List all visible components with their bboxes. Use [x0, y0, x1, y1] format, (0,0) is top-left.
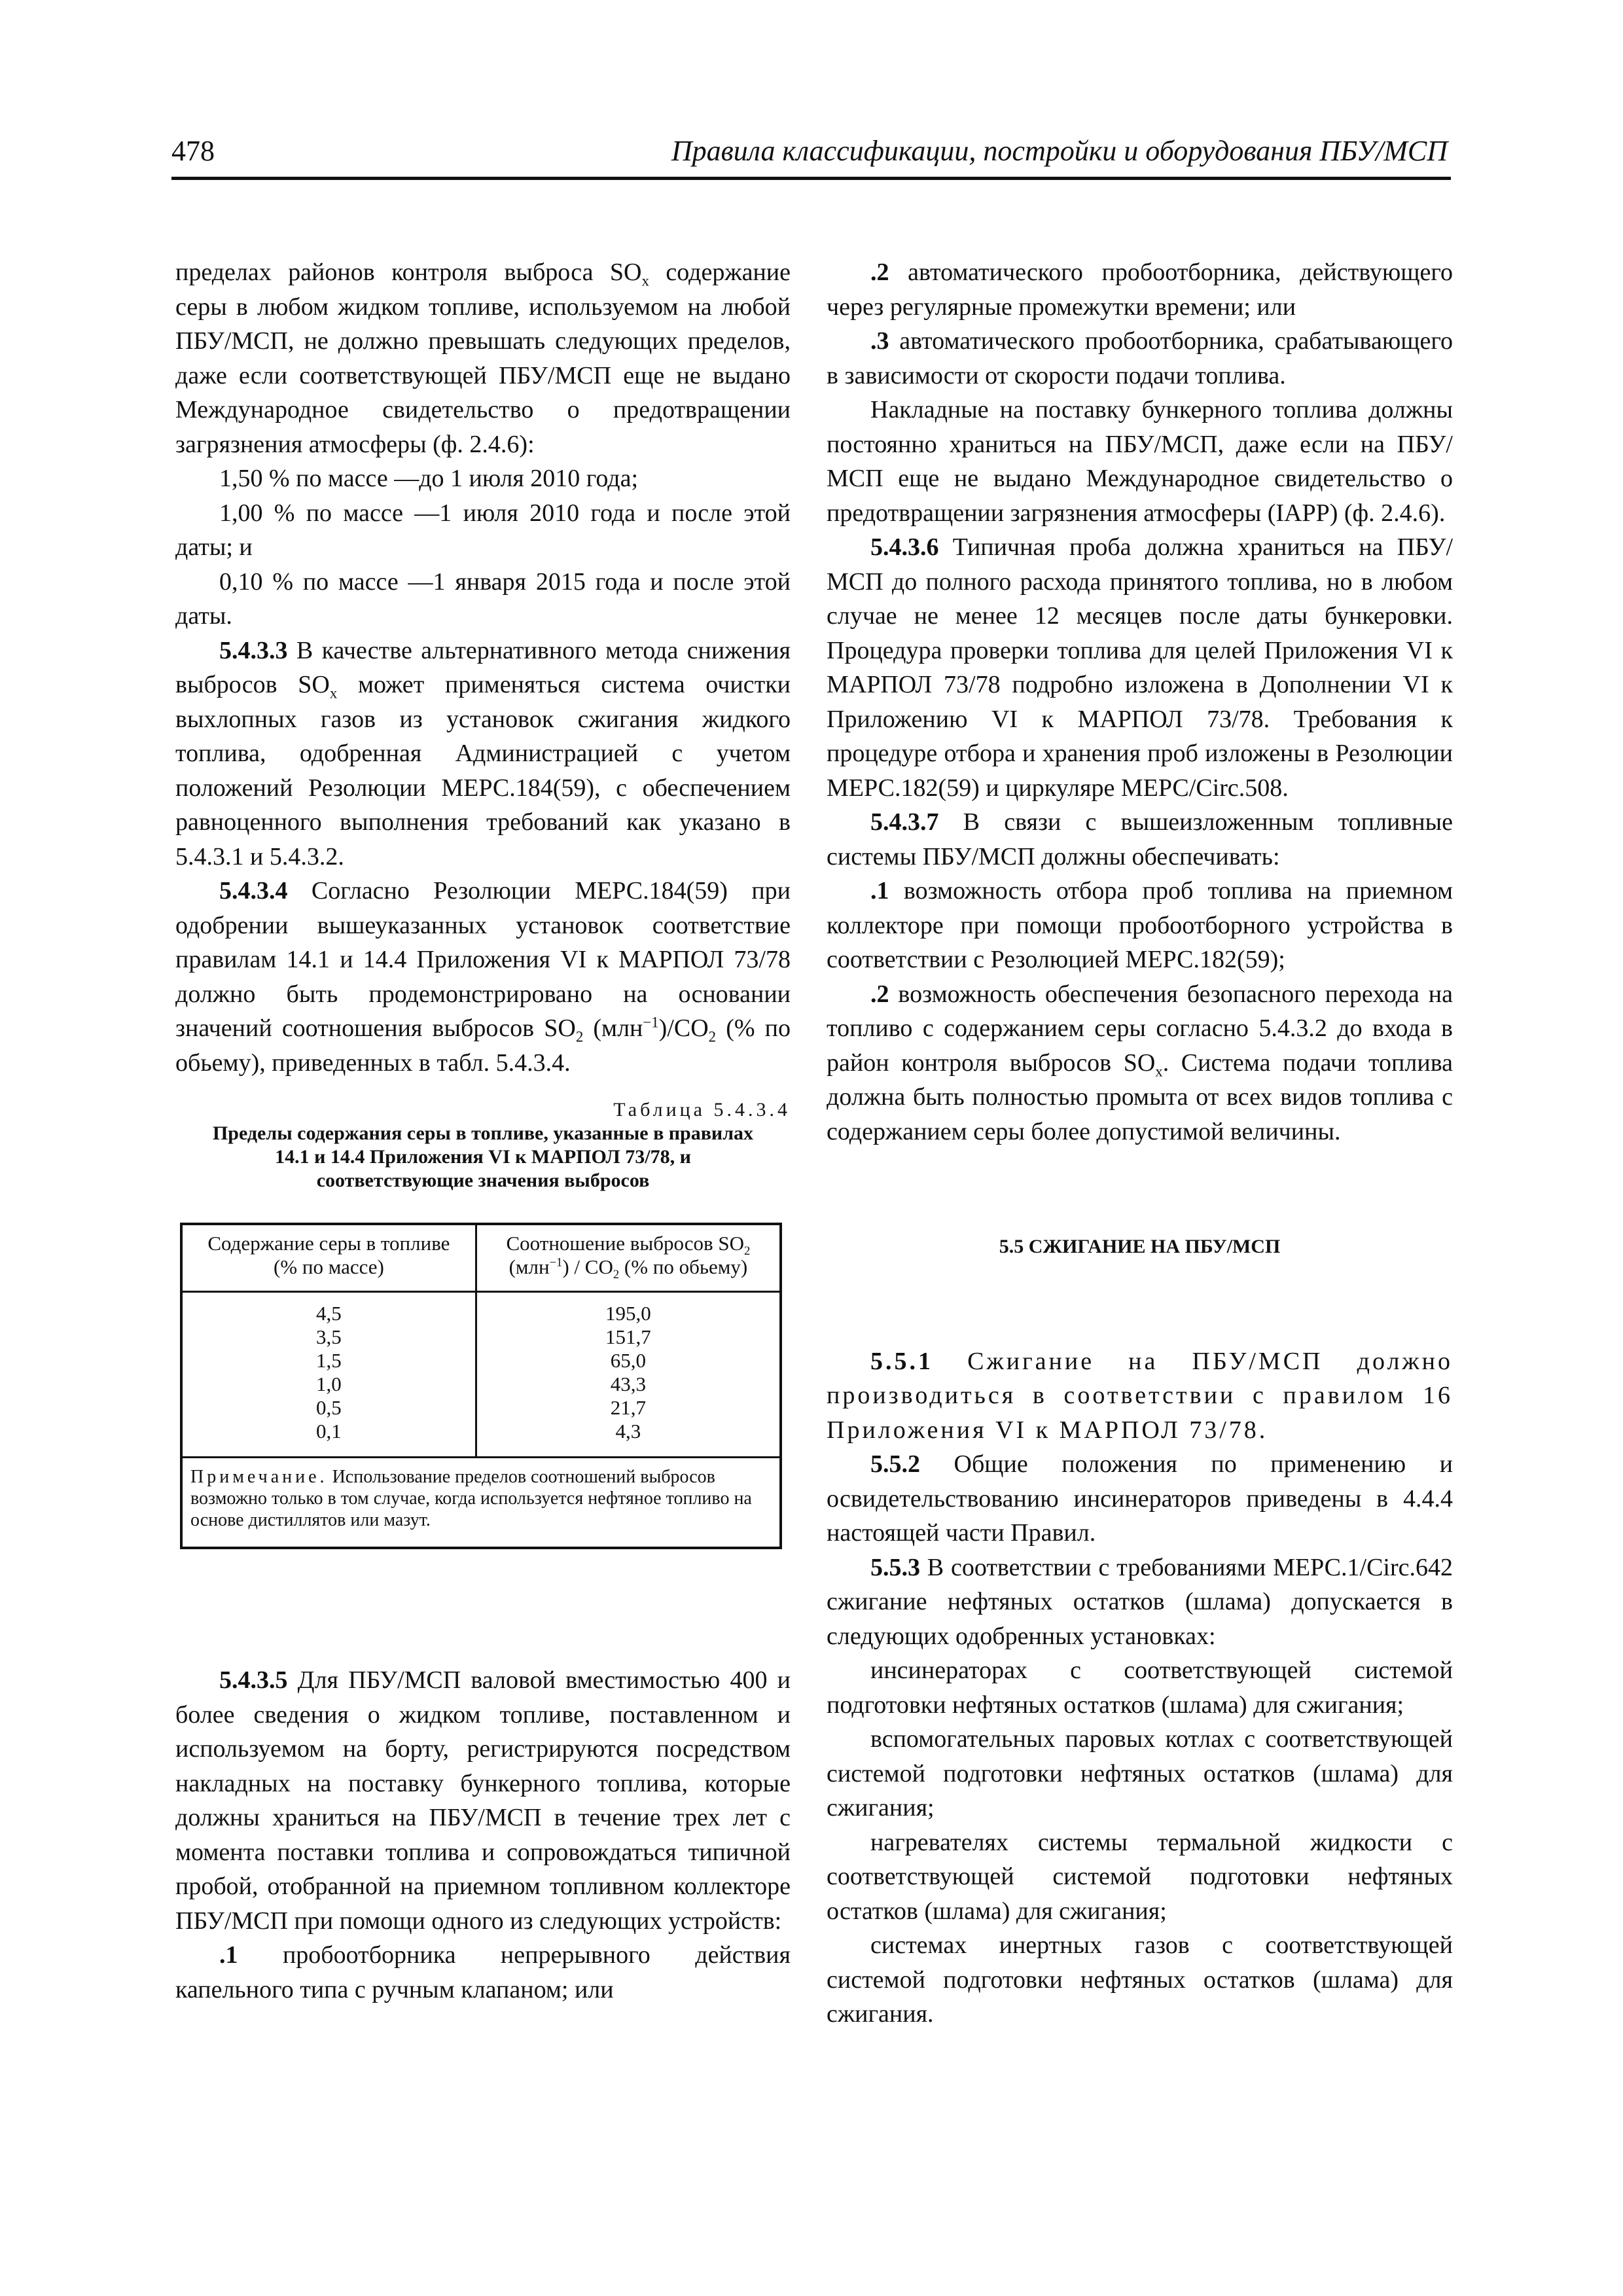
section-5-4-3-3: 5.4.3.3 В качестве альтернативного метода снижения выбросов $SO_x$ может применяться система очистки выхлопных газов из установок сжигания жидкого топлива, одобренная Администрацией с учетом положений Резолюции МЕРС.184(59), с обеспечением равноценного выполнения требований как указано в 5.4.3.1 и 5.4.3.2. — [175, 636, 791, 870]
table-cell: 4,5 — [316, 1302, 342, 1325]
sulfur-values — [181, 1292, 476, 1458]
column-header-ratio: Соотношение выбросов $SO_2$ $(млн^{-1}) / CO_2$ (% по обьему) — [476, 1224, 781, 1292]
table-cell: 3,5 — [316, 1325, 342, 1348]
requirement-item-2: .2 возможность обеспечения безопасного перехода на топливо с содержанием серы согласно 5.4.3.2 до входа в район контроля выбросов $SO_x$. Система подачи топлива должна быть полностью промыта от всех видов топлива с содержанием серы более допустимой величины. — [827, 980, 1453, 1145]
device-item-2: .2 автоматического пробоотборника, действующего через регулярные промежутки времени; или — [827, 259, 1453, 321]
table-cell: 151,7 — [605, 1325, 651, 1348]
right-column — [827, 255, 1453, 2032]
paragraph-bunker-notes: Накладные на поставку бункерного топлива должны постоянно храниться на ПБУ/МСП, даже если на ПБУ/МСП еще не выдано Международное свидетельство о предотвращении загрязнения атмосферы (IAPP) (ф. 2.4.6). — [827, 396, 1453, 527]
section-5-4-3-6: 5.4.3.6 Типичная проба должна храниться на ПБУ/МСП до полного расхода принятого топлива, но в любом случае не менее 12 месяцев после даты бункеровки. Процедура проверки топлива для целей Приложения VI к МАРПОЛ 73/78 подробно изложена в Дополнении VI к Приложению VI к МАРПОЛ 73/78. Требования к процедуре отбора и хранения проб изложены в Резолюции МЕРС.182(59) и циркуляре МЕРС/Сirc.508. — [827, 533, 1453, 802]
header-rule — [171, 177, 1451, 180]
section-5-4-3-4: 5.4.3.4 Согласно Резолюции МЕРС.184(59) при одобрении вышеуказанных установок соответствие правилам 14.1 и 14.4 Приложения VI к МАРПОЛ 73/78 должно быть продемонстрировано на основании значений соотношения выбросов $SO_2$ $(млн^{-1})/CO_2$ (% по обьему), приведенных в табл. 5.4.3.4. — [175, 877, 791, 1077]
section-5-5-1: 5.5.1 Сжигание на ПБУ/МСП должно производиться в соответствии с правилом 16 Приложения VI к МАРПОЛ 73/78. — [827, 1347, 1453, 1444]
table-cell: 1,5 — [316, 1349, 342, 1372]
device-item-1: .1 пробоотборника непрерывного действия капельного типа с ручным клапаном; или — [175, 1941, 791, 2003]
table-caption: Пределы содержания серы в топливе, указанные в правилах 14.1 и 14.4 Приложения VI к МАРПОЛ 73/78, и соответствующие значения выбросов — [212, 1122, 754, 1191]
table-cell: 0,5 — [316, 1396, 342, 1419]
section-5-5-2: 5.5.2 Общие положения по применению и освидетельствованию инсинераторов приведены в 4.4.4 настоящей части Правил. — [827, 1450, 1453, 1547]
table-cell: 0,1 — [316, 1420, 342, 1443]
installation-item-1: инсинераторах с соответствующей системой подготовки нефтяных остатков (шлама) для сжигания; — [827, 1657, 1453, 1719]
section-5-5-3: 5.5.3 В соответствии с требованиями МЕРС.1/Сirc.642 сжигание нефтяных остатков (шлама) допускается в следующих одобренных установках: — [827, 1553, 1453, 1650]
table-note: Примечание. Использование пределов соотношений выбросов возможно только в том случае, когда используется нефтяное топливо на основе дистиллятов или мазут. — [181, 1458, 781, 1549]
sulfur-limits-table — [180, 1223, 782, 1549]
table-cell: 21,7 — [610, 1396, 647, 1419]
section-title-5-5: 5.5 СЖИГАНИЕ НА ПБУ/МСП — [999, 1236, 1281, 1257]
installation-item-2: вспомогательных паровых котлах с соответствующей системой подготовки нефтяных остатков (шлама) для сжигания; — [827, 1725, 1453, 1821]
table-cell: 1,0 — [316, 1372, 342, 1395]
table-cell: 4,3 — [615, 1420, 641, 1443]
paragraph-sox-limits: пределах районов контроля выброса $SO_x$ содержание серы в любом жидком топливе, используемом на любой ПБУ/МСП, не должно превышать следующих пределов, даже если соответствующей ПБУ/МСП еще не выдано Международное свидетельство о предотвращении загрязнения атмосферы (ф. 2.4.6): — [175, 259, 791, 458]
limit-item-1: 1,50 % по массе —до 1 июля 2010 года; — [219, 465, 639, 492]
requirement-item-1: .1 возможность отбора проб топлива на приемном коллекторе при помощи пробоотборного устройства в соответствии с Резолюцией МЕРС.182(59); — [827, 877, 1453, 973]
limit-item-2: 1,00 % по массе —1 июля 2010 года и после этой даты; и — [175, 499, 791, 561]
section-5-4-3-5: 5.4.3.5 Для ПБУ/МСП валовой вместимостью 400 и более сведения о жидком топливе, поставленном и используемом на борту, регистрируются посредством накладных на поставку бункерного топлива, которые должны храниться на ПБУ/МСП в течение трех лет с момента поставки топлива и сопровождаться типичной пробой, отобранной на приемном топливном коллекторе ПБУ/МСП при помощи одного из следующих устройств: — [175, 1666, 791, 1935]
table-cell: 195,0 — [605, 1302, 651, 1325]
running-title: Правила классификации, постройки и оборудования ПБУ/МСП — [671, 135, 1448, 167]
table-cell: 43,3 — [610, 1372, 647, 1395]
installation-item-3: нагревателях системы термальной жидкости с соответствующей системой подготовки нефтяных остатков (шлама) для сжигания; — [827, 1828, 1453, 1925]
section-5-4-3-7: 5.4.3.7 В связи с вышеизложенным топливные системы ПБУ/МСП должны обеспечивать: — [827, 808, 1453, 870]
limit-item-3: 0,10 % по массе —1 января 2015 года и после этой даты. — [175, 567, 791, 630]
left-column — [175, 255, 791, 2007]
ratio-values — [476, 1292, 781, 1458]
table-block — [175, 1098, 791, 1549]
table-label: Таблица 5.4.3.4 — [613, 1099, 791, 1121]
column-header-sulfur: Содержание серы в топливе (% по массе) — [181, 1224, 476, 1292]
device-item-3: .3 автоматического пробоотборника, срабатывающего в зависимости от скорости подачи топлива. — [827, 327, 1453, 389]
table-data — [181, 1292, 781, 1458]
table-cell: 65,0 — [610, 1349, 647, 1372]
installation-item-4: системах инертных газов с соответствующей системой подготовки нефтяных остатков (шлама) для сжигания. — [827, 1931, 1453, 2028]
page-number: 478 — [171, 135, 215, 167]
